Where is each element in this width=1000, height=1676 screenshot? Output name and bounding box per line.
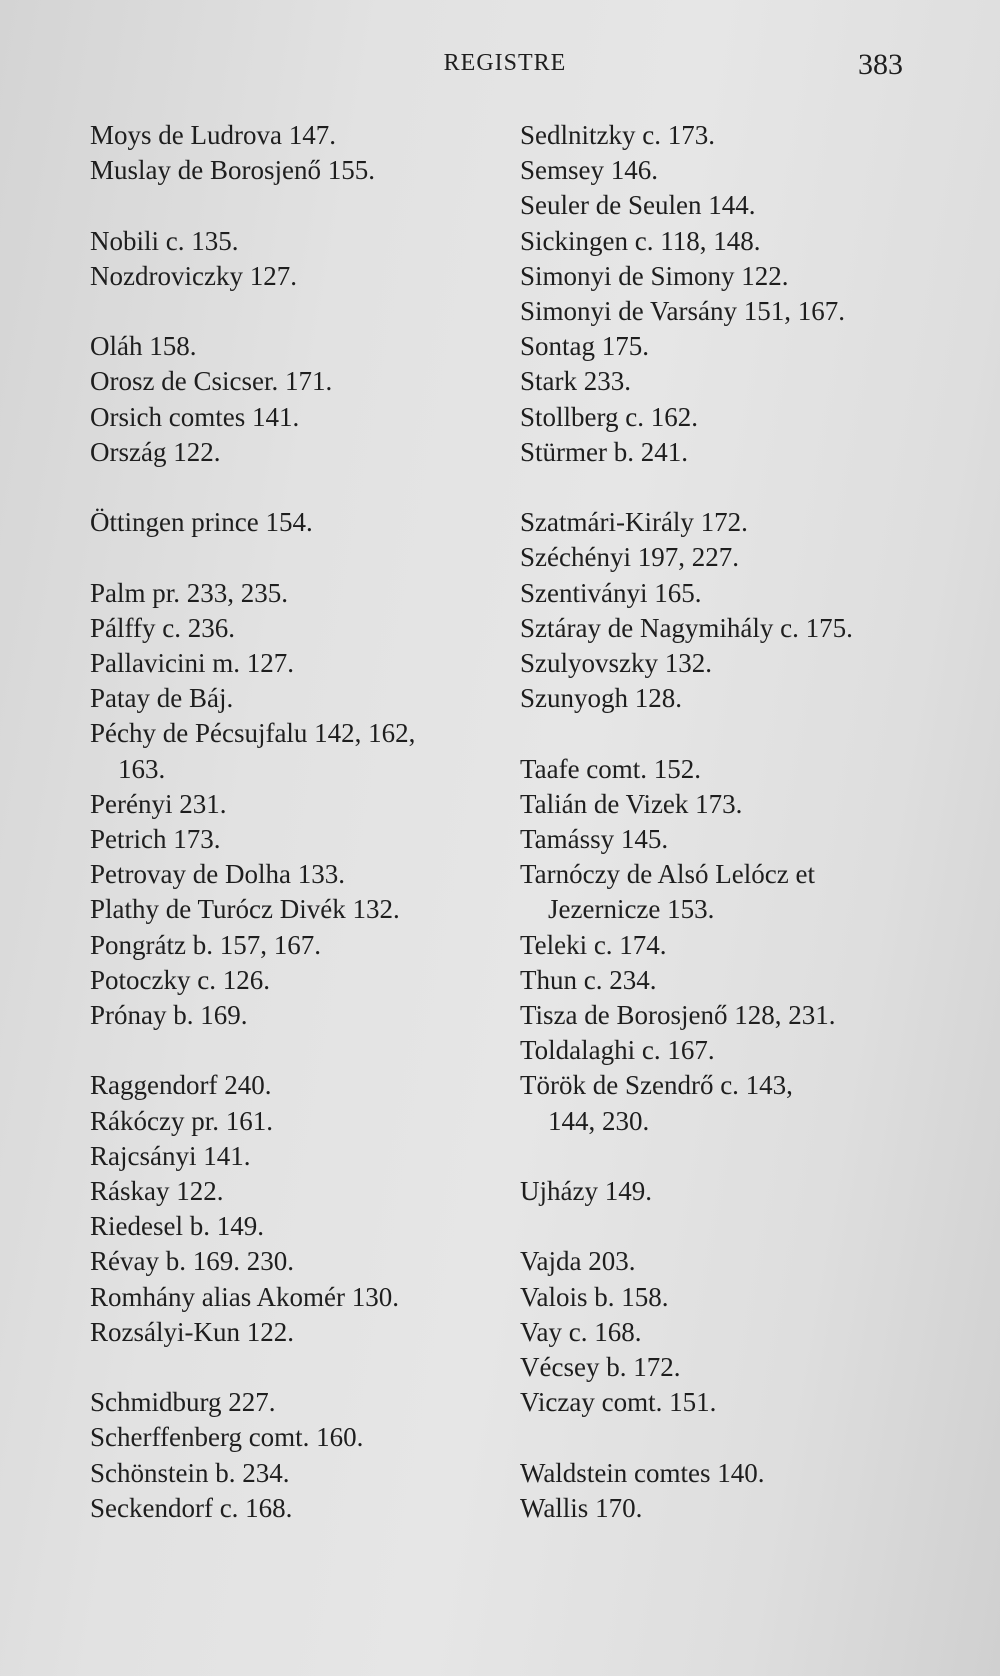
index-entry-text: Vajda 203. [520,1246,636,1277]
index-entry-text: Széchényi 197, 227. [520,542,739,573]
index-entry [90,857,520,892]
index-entry-text: Sedlnitzky c. 173. [520,120,715,150]
index-entry [520,1280,980,1315]
index-entry [90,1315,520,1350]
index-entry-text: Nozdroviczky 127. [90,260,297,291]
section-gap [520,1139,980,1174]
index-entry [520,118,980,153]
index-entry [90,681,520,716]
index-entry-continuation: 163. [118,753,166,784]
section-gap [520,1420,980,1455]
index-entry [520,1315,980,1350]
index-entry-text: Simonyi de Simony 122. [520,260,789,291]
index-entry-text: Seuler de Seulen 144. [520,190,756,221]
index-entry-text: Orosz de Csicser. 171. [90,366,333,397]
index-entry-text: Rozsályi-Kun 122. [90,1316,294,1347]
index-entry-text: Oláh 158. [90,331,197,362]
index-entry-text: Palm pr. 233, 235. [90,577,289,608]
index-entry [520,681,980,716]
index-entry [520,787,980,822]
index-column-left [90,118,520,1526]
index-entry [90,1244,520,1279]
index-entry-text: Stürmer b. 241. [520,436,688,467]
index-entry-text: Sztáray de Nagymihály c. 175. [520,612,853,643]
index-entry-text: Tarnóczy de Alsó Lelócz et [520,859,815,890]
index-entry [520,188,980,223]
index-entry-text: Tisza de Borosjenő 128, 231. [520,1000,836,1031]
index-entry [90,611,520,646]
index-entry-text: Sontag 175. [520,331,650,362]
index-entry [520,928,980,963]
index-entry-text: Török de Szendrő c. 143, [520,1070,793,1101]
index-entry-text: Péchy de Pécsujfalu 142, 162, [90,718,416,749]
index-entry [90,400,520,435]
index-entry [90,1209,520,1244]
index-entry-text: Pongrátz b. 157, 167. [90,929,321,960]
index-entry-text: Ujházy 149. [520,1176,652,1207]
index-entry-text: Moys de Ludrova 147. [90,120,336,150]
index-entry [520,1033,980,1068]
index-entry-text: Raggendorf 240. [90,1070,272,1101]
index-entry [90,1491,520,1526]
page-number: 383 [858,48,903,81]
index-entry [520,1491,980,1526]
index-entry-text: Rákóczy pr. 161. [90,1105,273,1136]
index-entry [520,1244,980,1279]
index-entry-text: Riedesel b. 149. [90,1211,264,1242]
index-entry-continuation: 144, 230. [548,1105,650,1136]
index-entry-text: Semsey 146. [520,155,658,186]
index-entry [90,224,520,259]
index-entry [520,329,980,364]
index-entry-continuation: Jezernicze 153. [548,894,715,925]
index-entry [520,364,980,399]
index-entry-text: Rajcsányi 141. [90,1140,251,1171]
index-entry-text: Toldalaghi c. 167. [520,1035,715,1066]
index-entry-text: Pálffy c. 236. [90,612,235,643]
index-entry [520,998,980,1033]
section-gap [90,1033,520,1068]
index-entry-text: Schönstein b. 234. [90,1457,290,1488]
index-entry [520,1350,980,1385]
index-entry [90,1385,520,1420]
index-entry-text: Petrich 173. [90,824,221,854]
section-gap [90,470,520,505]
index-entry [520,646,980,681]
index-entry-text: Teleki c. 174. [520,929,667,960]
index-entry [90,435,520,470]
index-entry-text: Vécsey b. 172. [520,1352,681,1383]
section-gap [520,470,980,505]
index-entry [90,822,520,857]
index-entry-text: Plathy de Turócz Divék 132. [90,894,400,925]
index-entry [520,857,980,927]
index-entry-text: Prónay b. 169. [90,1000,248,1031]
index-entry-text: Taafe comt. 152. [520,753,702,784]
index-entry-text: Patay de Báj. [90,683,234,714]
index-column-right [520,118,980,1526]
index-entry-text: Valois b. 158. [520,1281,669,1312]
index-entry [520,540,980,575]
index-entry [90,118,520,153]
index-entry [90,329,520,364]
section-gap [520,716,980,751]
index-entry [520,963,980,998]
index-entry [520,1385,980,1420]
index-entry [90,1104,520,1139]
index-entry [520,259,980,294]
index-entry [90,716,520,786]
index-entry-text: Potoczky c. 126. [90,964,270,995]
index-entry-text: Schmidburg 227. [90,1387,276,1418]
index-entry-text: Pallavicini m. 127. [90,647,294,678]
index-entry-text: Tamássy 145. [520,824,669,855]
running-header: REGISTRE [443,50,567,76]
index-entry [90,153,520,188]
index-entry-text: Ország 122. [90,436,221,467]
index-entry-text: Wallis 170. [520,1492,643,1523]
index-entry [90,963,520,998]
index-entry [520,576,980,611]
index-entry-text: Szunyogh 128. [520,683,682,714]
index-entry-text: Szulyovszky 132. [520,648,712,679]
index-entry-text: Nobili c. 135. [90,225,239,256]
index-entry [90,1174,520,1209]
index-entry-text: Orsich comtes 141. [90,401,300,432]
index-entry [520,153,980,188]
section-gap [90,1350,520,1385]
index-entry [90,646,520,681]
index-entry [520,752,980,787]
index-entry [520,294,980,329]
index-entry [90,364,520,399]
index-entry-text: Szentiványi 165. [520,577,702,608]
index-entry [90,1420,520,1455]
index-entry-text: Vay c. 168. [520,1316,642,1347]
index-entry-text: Talián de Vizek 173. [520,788,743,819]
index-entry [90,259,520,294]
index-entry [520,224,980,259]
section-gap [90,188,520,223]
index-entry-text: Stark 233. [520,366,631,397]
index-entry-text: Sickingen c. 118, 148. [520,225,761,256]
index-entry [90,1280,520,1315]
index-entry [90,787,520,822]
index-entry [90,928,520,963]
index-entry-text: Ráskay 122. [90,1176,224,1207]
index-entry-text: Simonyi de Varsány 151, 167. [520,296,845,327]
index-entry-text: Szatmári-Király 172. [520,507,748,538]
index-entry [520,505,980,540]
index-entry-text: Petrovay de Dolha 133. [90,859,345,890]
index-entry-text: Muslay de Borosjenő 155. [90,155,375,186]
index-entry [90,1139,520,1174]
index-entry [90,1456,520,1491]
index-entry [520,611,980,646]
index-entry [520,1068,980,1138]
index-entry [520,822,980,857]
index-entry [90,998,520,1033]
index-entry-text: Waldstein comtes 140. [520,1457,765,1488]
section-gap [520,1209,980,1244]
index-entry-text: Révay b. 169. 230. [90,1246,294,1277]
index-entry-text: Perényi 231. [90,788,227,819]
index-entry-text: Seckendorf c. 168. [90,1492,293,1523]
section-gap [90,294,520,329]
index-entry-text: Romhány alias Akomér 130. [90,1281,399,1312]
section-gap [90,540,520,575]
index-entry [90,505,520,540]
index-entry-text: Öttingen prince 154. [90,507,313,538]
index-entry [90,576,520,611]
index-entry [520,1174,980,1209]
index-entry [520,435,980,470]
index-entry [520,1456,980,1491]
index-entry [90,1068,520,1103]
index-entry-text: Viczay comt. 151. [520,1387,717,1418]
index-entry [90,892,520,927]
index-entry [520,400,980,435]
index-entry-text: Thun c. 234. [520,964,657,995]
index-entry-text: Stollberg c. 162. [520,401,698,432]
index-entry-text: Scherffenberg comt. 160. [90,1422,364,1453]
